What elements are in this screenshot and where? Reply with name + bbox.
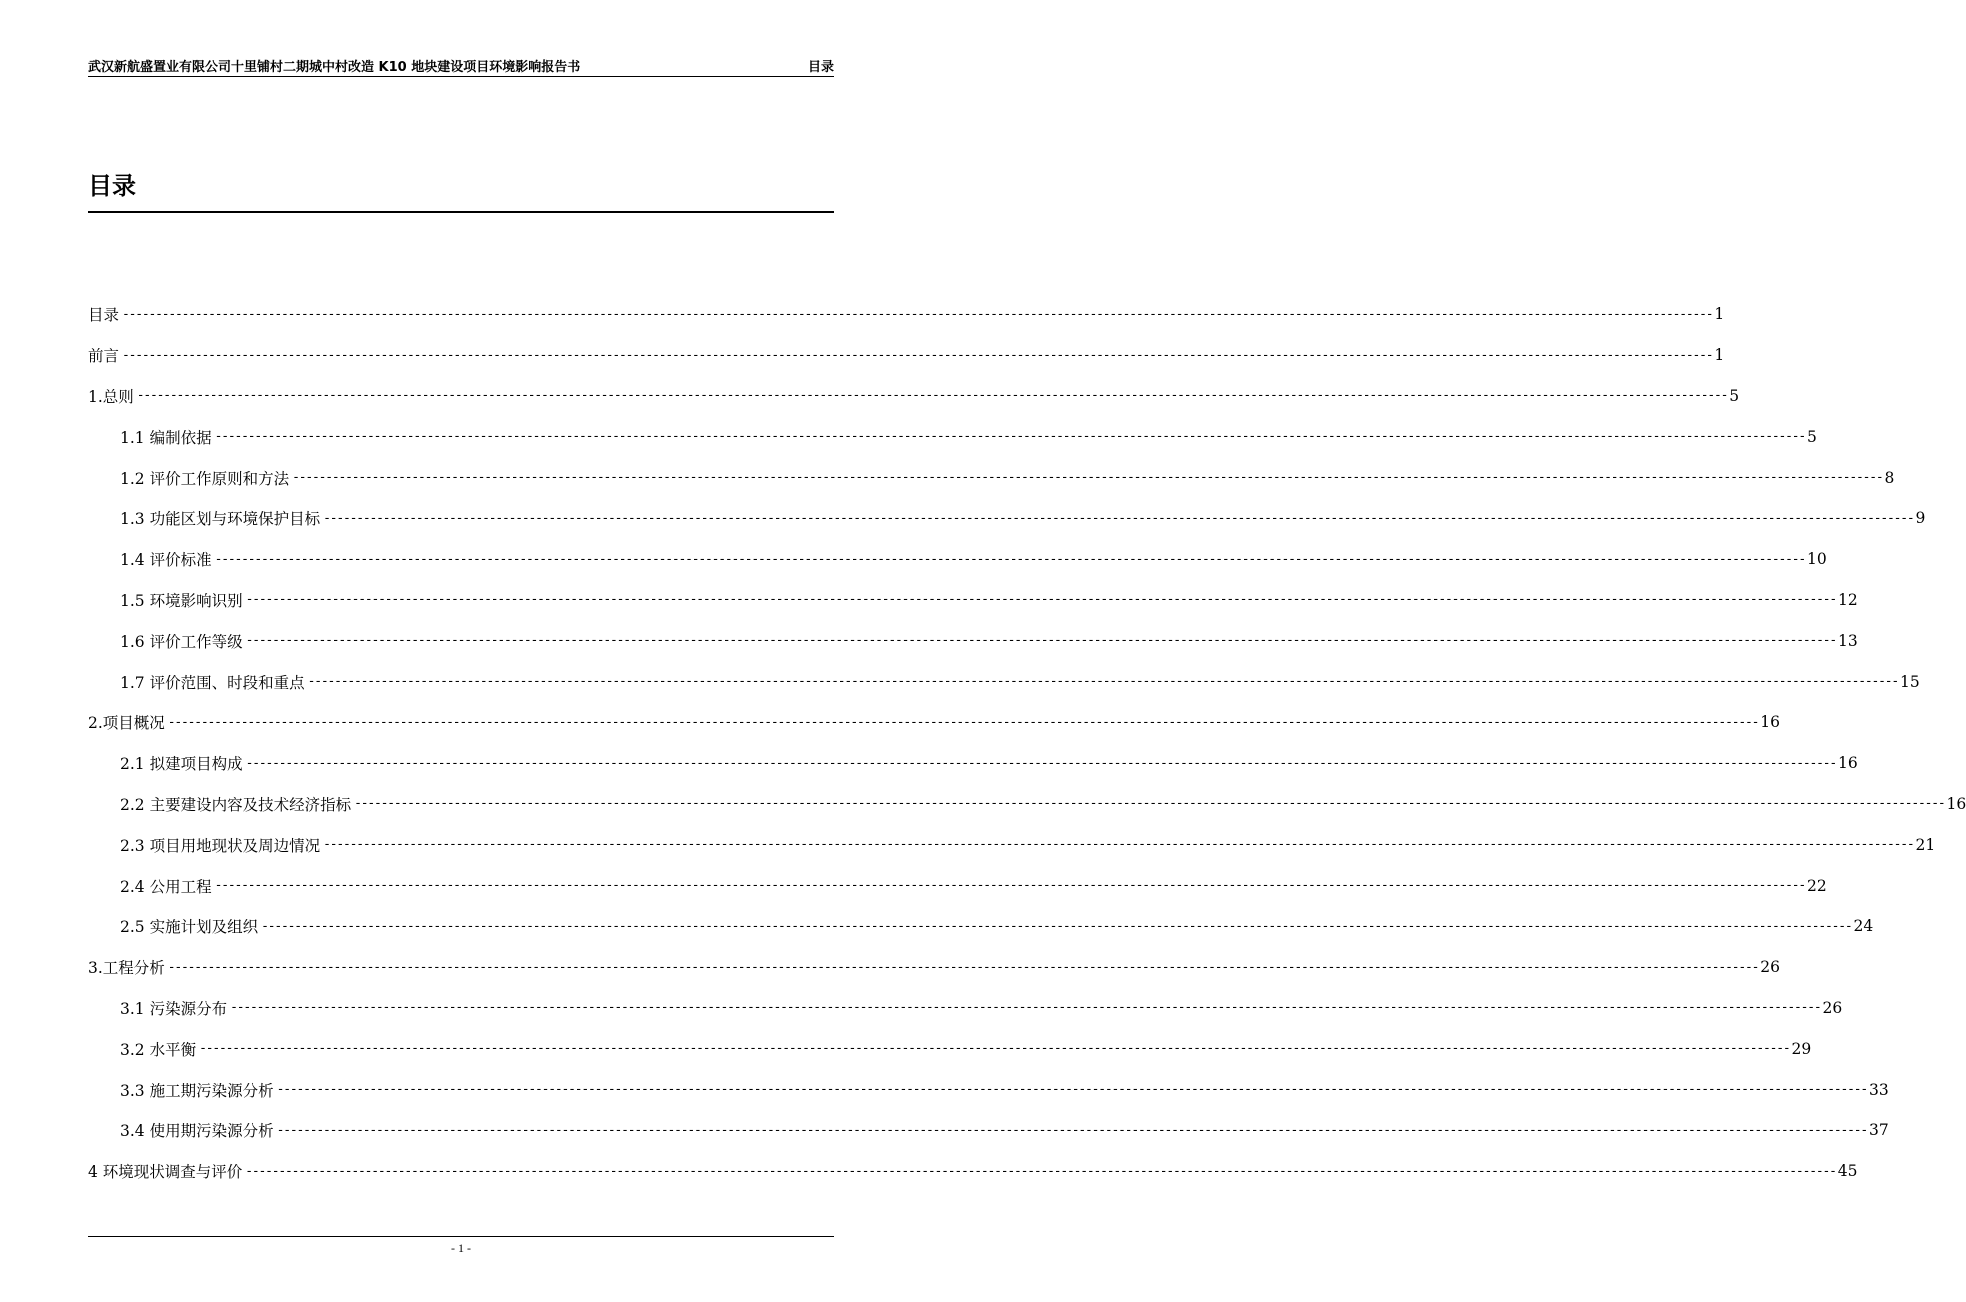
- header-title: 武汉新航盛置业有限公司十里铺村二期城中村改造 K10 地块建设项目环境影响报告书: [88, 60, 581, 75]
- toc-dot-leader: ------------------------------------------------------------------------------------------------------------------------------------------------------------------------------------------------------------------------------------------------: [245, 755, 1836, 771]
- toc-entry-label: 1.2 评价工作原则和方法: [120, 469, 290, 488]
- toc-entry[interactable]: [88, 498, 1926, 539]
- toc-entry-label: 目录: [88, 306, 120, 325]
- toc-entry[interactable]: [88, 580, 1858, 621]
- toc-entry[interactable]: [88, 743, 1858, 784]
- toc-entry-page: 1: [1714, 346, 1725, 365]
- toc-dot-leader: ------------------------------------------------------------------------------------------------------------------------------------------------------------------------------------------------------------------------------------------------: [354, 796, 1945, 812]
- toc-dot-leader: ------------------------------------------------------------------------------------------------------------------------------------------------------------------------------------------------------------------------------------------------: [245, 633, 1836, 649]
- toc-dot-leader: ------------------------------------------------------------------------------------------------------------------------------------------------------------------------------------------------------------------------------------------------: [214, 878, 1805, 894]
- toc-entry[interactable]: [88, 1028, 1812, 1069]
- toc-entry-label: 1.7 评价范围、时段和重点: [120, 673, 305, 692]
- toc-entry[interactable]: [88, 457, 1895, 498]
- toc-entry-label: 1.6 评价工作等级: [120, 632, 243, 651]
- toc-entry[interactable]: [88, 784, 1966, 825]
- toc-entry-label: 3.3 施工期污染源分析: [120, 1081, 274, 1100]
- toc-entry[interactable]: [88, 824, 1936, 865]
- page-number: - 1 -: [451, 1241, 471, 1255]
- toc-entry[interactable]: [88, 988, 1843, 1029]
- toc-dot-leader: ------------------------------------------------------------------------------------------------------------------------------------------------------------------------------------------------------------------------------------------------: [122, 347, 1713, 363]
- toc-entry-label: 3.工程分析: [88, 959, 165, 978]
- toc-entry[interactable]: [88, 416, 1817, 457]
- toc-entry-page: 9: [1915, 509, 1926, 528]
- toc-entry[interactable]: [88, 539, 1827, 580]
- toc-entry-label: 2.项目概况: [88, 714, 165, 733]
- toc-entry-page: 26: [1822, 998, 1843, 1017]
- toc-entry-page: 10: [1806, 550, 1827, 569]
- toc-entry-label: 1.4 评价标准: [120, 551, 212, 570]
- toc-entry-label: 1.总则: [88, 387, 134, 406]
- title-divider: [88, 211, 834, 213]
- toc-entry-page: 33: [1868, 1080, 1889, 1099]
- toc-dot-leader: ------------------------------------------------------------------------------------------------------------------------------------------------------------------------------------------------------------------------------------------------: [245, 592, 1836, 608]
- toc-entry-label: 2.3 项目用地现状及周边情况: [120, 836, 321, 855]
- toc-entry[interactable]: [88, 947, 1780, 988]
- toc-entry-page: 45: [1837, 1162, 1858, 1181]
- toc-dot-leader: ------------------------------------------------------------------------------------------------------------------------------------------------------------------------------------------------------------------------------------------------: [276, 1082, 1867, 1098]
- toc-dot-leader: ------------------------------------------------------------------------------------------------------------------------------------------------------------------------------------------------------------------------------------------------: [167, 714, 1759, 730]
- toc-entry[interactable]: [88, 376, 1740, 417]
- toc-entry-label: 3.1 污染源分布: [120, 999, 228, 1018]
- toc-entry-page: 37: [1868, 1121, 1889, 1140]
- toc-dot-leader: ------------------------------------------------------------------------------------------------------------------------------------------------------------------------------------------------------------------------------------------------: [323, 510, 1914, 526]
- toc-dot-leader: ------------------------------------------------------------------------------------------------------------------------------------------------------------------------------------------------------------------------------------------------: [276, 1122, 1867, 1138]
- header-section: 目录: [807, 60, 834, 75]
- toc-entry-page: 15: [1899, 672, 1920, 691]
- toc-entry-page: 16: [1946, 794, 1966, 813]
- toc-entry[interactable]: [88, 661, 1920, 702]
- toc-entry-label: 4 环境现状调查与评价: [88, 1163, 243, 1182]
- toc-entry-label: 前言: [88, 347, 120, 366]
- toc-entry[interactable]: [88, 906, 1874, 947]
- toc-entry-page: 24: [1853, 917, 1874, 936]
- toc-dot-leader: ------------------------------------------------------------------------------------------------------------------------------------------------------------------------------------------------------------------------------------------------: [245, 1163, 1836, 1179]
- table-of-contents: [88, 294, 1966, 1192]
- toc-dot-leader: ------------------------------------------------------------------------------------------------------------------------------------------------------------------------------------------------------------------------------------------------: [167, 959, 1759, 975]
- toc-entry-page: 22: [1806, 876, 1827, 895]
- toc-entry[interactable]: [88, 1151, 1858, 1192]
- toc-entry[interactable]: [88, 294, 1725, 335]
- toc-dot-leader: ------------------------------------------------------------------------------------------------------------------------------------------------------------------------------------------------------------------------------------------------: [199, 1041, 1790, 1057]
- page-title: 目录: [88, 172, 136, 200]
- toc-entry[interactable]: [88, 865, 1827, 906]
- toc-entry[interactable]: [88, 1110, 1889, 1151]
- toc-entry-label: 2.1 拟建项目构成: [120, 755, 243, 774]
- toc-dot-leader: ------------------------------------------------------------------------------------------------------------------------------------------------------------------------------------------------------------------------------------------------: [214, 551, 1805, 567]
- toc-entry-page: 13: [1837, 631, 1858, 650]
- toc-entry-page: 8: [1884, 468, 1895, 487]
- toc-entry[interactable]: [88, 335, 1725, 376]
- toc-entry-label: 1.5 环境影响识别: [120, 591, 243, 610]
- toc-entry-label: 1.3 功能区划与环境保护目标: [120, 510, 321, 529]
- toc-entry[interactable]: [88, 1069, 1889, 1110]
- footer-divider: [88, 1236, 834, 1237]
- header-divider: [88, 76, 834, 77]
- toc-entry-label: 2.5 实施计划及组织: [120, 918, 259, 937]
- toc-dot-leader: ------------------------------------------------------------------------------------------------------------------------------------------------------------------------------------------------------------------------------------------------: [214, 429, 1805, 445]
- toc-entry-label: 3.2 水平衡: [120, 1040, 197, 1059]
- toc-entry-page: 5: [1729, 386, 1740, 405]
- toc-dot-leader: ------------------------------------------------------------------------------------------------------------------------------------------------------------------------------------------------------------------------------------------------: [292, 470, 1883, 486]
- page-header: [88, 56, 834, 76]
- toc-dot-leader: ------------------------------------------------------------------------------------------------------------------------------------------------------------------------------------------------------------------------------------------------: [323, 837, 1914, 853]
- toc-dot-leader: ------------------------------------------------------------------------------------------------------------------------------------------------------------------------------------------------------------------------------------------------: [122, 306, 1713, 322]
- toc-entry-page: 16: [1837, 754, 1858, 773]
- toc-entry-label: 2.4 公用工程: [120, 877, 212, 896]
- toc-entry[interactable]: [88, 620, 1858, 661]
- toc-dot-leader: ------------------------------------------------------------------------------------------------------------------------------------------------------------------------------------------------------------------------------------------------: [136, 388, 1728, 404]
- toc-entry-page: 5: [1806, 427, 1817, 446]
- toc-dot-leader: ------------------------------------------------------------------------------------------------------------------------------------------------------------------------------------------------------------------------------------------------: [307, 674, 1898, 690]
- toc-entry-page: 21: [1915, 835, 1936, 854]
- toc-dot-leader: ------------------------------------------------------------------------------------------------------------------------------------------------------------------------------------------------------------------------------------------------: [230, 1000, 1821, 1016]
- toc-entry-page: 29: [1791, 1039, 1812, 1058]
- toc-entry-page: 12: [1837, 590, 1858, 609]
- toc-entry-page: 1: [1714, 305, 1725, 324]
- toc-entry-label: 1.1 编制依据: [120, 428, 212, 447]
- toc-entry-label: 3.4 使用期污染源分析: [120, 1122, 274, 1141]
- toc-entry-label: 2.2 主要建设内容及技术经济指标: [120, 795, 352, 814]
- toc-entry[interactable]: [88, 702, 1780, 743]
- toc-entry-page: 26: [1760, 958, 1780, 977]
- toc-dot-leader: ------------------------------------------------------------------------------------------------------------------------------------------------------------------------------------------------------------------------------------------------: [261, 918, 1852, 934]
- toc-entry-page: 16: [1760, 713, 1780, 732]
